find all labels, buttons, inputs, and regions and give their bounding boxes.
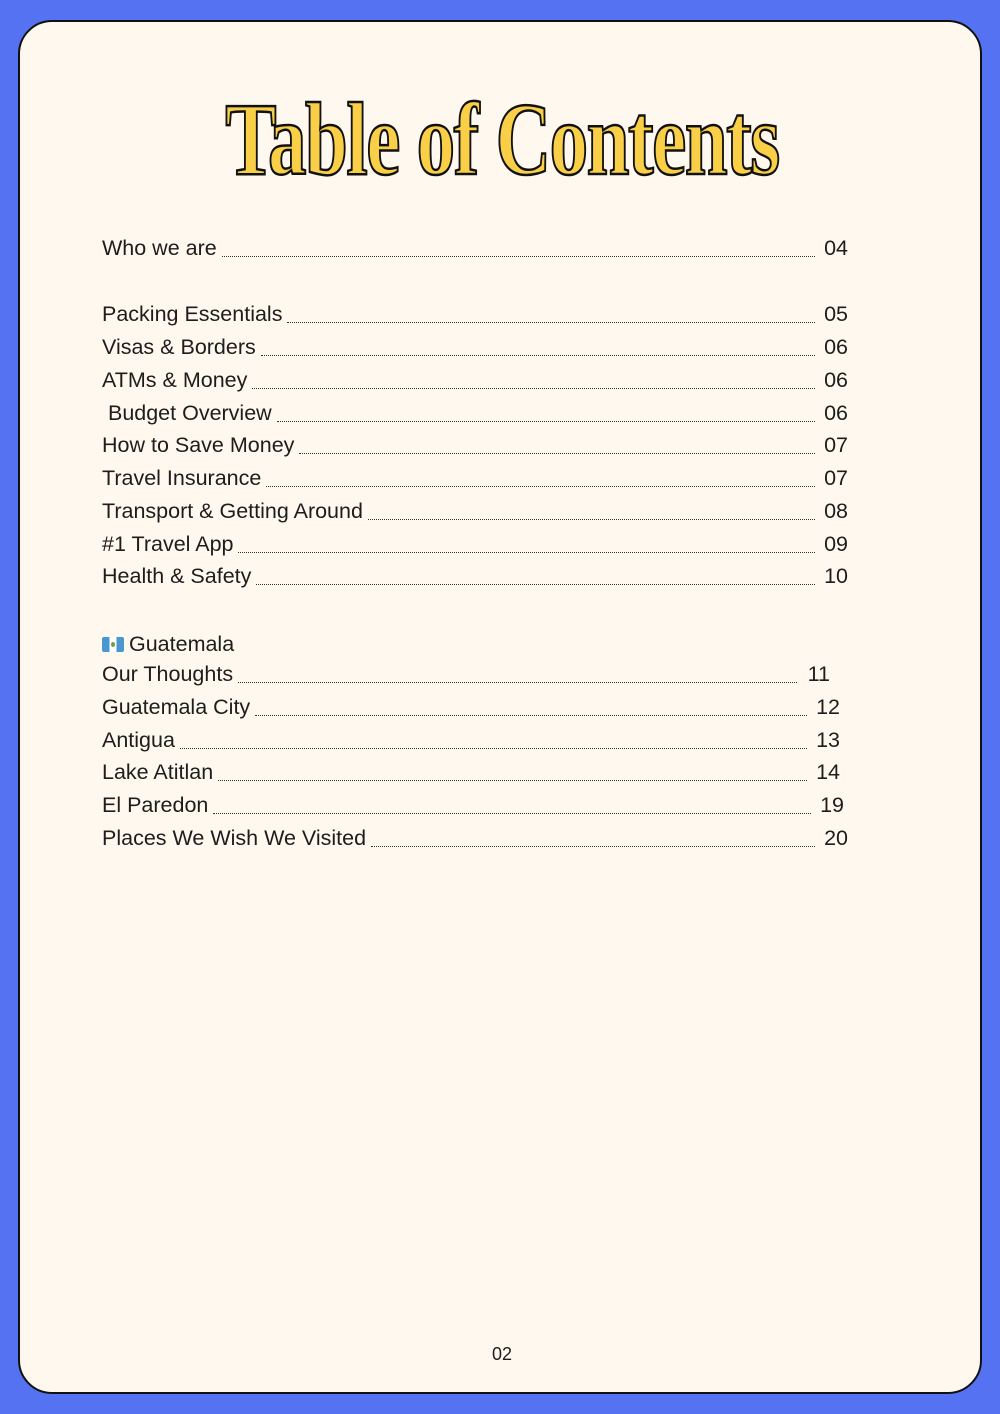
toc-entry-who-we-are[interactable] bbox=[102, 236, 848, 266]
toc-entry-packing-essentials[interactable] bbox=[102, 302, 848, 332]
toc-entry-visas-borders[interactable] bbox=[102, 335, 848, 365]
toc-entry-label: ATMs & Money bbox=[102, 368, 248, 392]
toc-entry-page: 10 bbox=[824, 564, 848, 588]
toc-entry-label: Who we are bbox=[102, 236, 217, 260]
toc-entry-page: 19 bbox=[820, 793, 844, 817]
toc-entry-label: Budget Overview bbox=[102, 401, 272, 425]
toc-entry-label: Our Thoughts bbox=[102, 662, 234, 686]
toc-entry-label: #1 Travel App bbox=[102, 532, 234, 556]
toc-entry-our-thoughts[interactable] bbox=[102, 662, 830, 692]
dot-leader bbox=[238, 552, 815, 553]
dot-leader bbox=[256, 584, 815, 585]
dot-leader bbox=[238, 682, 797, 683]
toc-entry-page: 07 bbox=[824, 466, 848, 490]
page-number: 02 bbox=[491, 1344, 513, 1364]
toc-entry-label: Lake Atitlan bbox=[102, 760, 214, 784]
toc-entry-label: Packing Essentials bbox=[102, 302, 283, 326]
dot-leader bbox=[277, 421, 815, 422]
toc-entry-atms-money[interactable] bbox=[102, 368, 848, 398]
dot-leader bbox=[368, 519, 815, 520]
dot-leader bbox=[180, 748, 807, 749]
toc-entry-label: Antigua bbox=[102, 728, 175, 752]
section-heading-guatemala bbox=[102, 629, 234, 659]
toc-entry-page: 09 bbox=[824, 532, 848, 556]
toc-entry-health-safety[interactable] bbox=[102, 564, 848, 594]
dot-leader bbox=[261, 355, 815, 356]
toc-entry-places-we-wish[interactable] bbox=[102, 826, 848, 856]
toc-entry-page: 05 bbox=[824, 302, 848, 326]
dot-leader bbox=[218, 780, 807, 781]
dot-leader bbox=[213, 813, 811, 814]
toc-entry-page: 06 bbox=[824, 335, 848, 359]
toc-entry-label: Transport & Getting Around bbox=[102, 499, 363, 523]
toc-entry-page: 12 bbox=[816, 695, 840, 719]
toc-entry-travel-insurance[interactable] bbox=[102, 466, 848, 496]
toc-entry-label: Visas & Borders bbox=[102, 335, 256, 359]
toc-entry-label: Health & Safety bbox=[102, 564, 252, 588]
dot-leader bbox=[255, 715, 807, 716]
toc-entry-antigua[interactable] bbox=[102, 728, 840, 758]
toc-entry-page: 13 bbox=[816, 728, 840, 752]
toc-entry-how-to-save-money[interactable] bbox=[102, 433, 848, 463]
toc-entry-page: 06 bbox=[824, 401, 848, 425]
page-card bbox=[18, 20, 982, 1394]
section-heading-label: Guatemala bbox=[129, 631, 235, 656]
dot-leader bbox=[266, 486, 815, 487]
toc-entry-lake-atitlan[interactable] bbox=[102, 760, 840, 790]
dot-leader bbox=[252, 388, 815, 389]
toc-entry-page: 11 bbox=[807, 662, 830, 686]
guatemala-flag-icon bbox=[102, 637, 124, 652]
toc-entry-transport[interactable] bbox=[102, 499, 848, 529]
toc-entry-el-paredon[interactable] bbox=[102, 793, 844, 823]
toc-entry-label: El Paredon bbox=[102, 793, 209, 817]
dot-leader bbox=[222, 256, 815, 257]
toc-entry-label: Guatemala City bbox=[102, 695, 251, 719]
toc-entry-page: 06 bbox=[824, 368, 848, 392]
page-title: Table of Contents bbox=[225, 82, 779, 197]
toc-entry-label: Travel Insurance bbox=[102, 466, 262, 490]
dot-leader bbox=[287, 322, 815, 323]
toc-entry-page: 14 bbox=[816, 760, 840, 784]
toc-entry-page: 04 bbox=[824, 236, 848, 260]
toc-entry-page: 08 bbox=[824, 499, 848, 523]
toc-entry-page: 07 bbox=[824, 433, 848, 457]
dot-leader bbox=[371, 846, 815, 847]
toc-entry-label: Places We Wish We Visited bbox=[102, 826, 367, 850]
toc-entry-travel-app[interactable] bbox=[102, 532, 848, 562]
toc-entry-budget-overview[interactable] bbox=[102, 401, 848, 431]
toc-entry-guatemala-city[interactable] bbox=[102, 695, 840, 725]
toc-entry-label: How to Save Money bbox=[102, 433, 295, 457]
dot-leader bbox=[299, 453, 815, 454]
toc-entry-page: 20 bbox=[824, 826, 848, 850]
